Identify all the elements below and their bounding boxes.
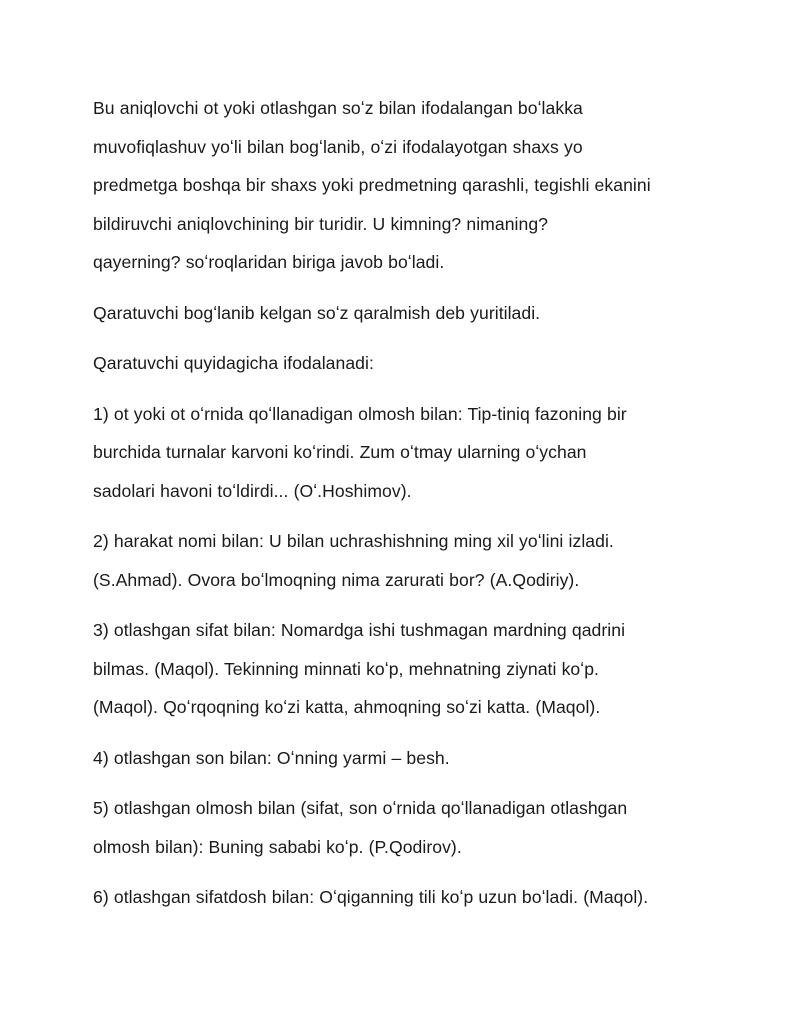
text-line: 1) ot yoki ot oʻrnida qoʻllanadigan olmosh bilan: Tip-tiniq fazoning bir [93, 403, 627, 424]
text-line: bildiruvchi aniqlovchining bir turidir. U kimning? nimaning? [93, 213, 549, 234]
list-item-3 [93, 611, 733, 727]
text-line: 3) otlashgan sifat bilan: Nomardga ishi tushmagan mardning qadrini [93, 620, 626, 640]
text-line: qayerning? soʻroqlaridan biriga javob boʻladi. [93, 252, 445, 272]
text-line: (S.Ahmad). Ovora boʻlmoqning nima zarurati bor? (A.Qodiriy). [93, 569, 580, 590]
paragraph-qaralmish [93, 294, 733, 333]
text-line: sadolari havoni toʻldirdi... (Oʻ.Hoshimov). [93, 480, 412, 501]
list-item-4 [93, 739, 733, 778]
text-line: Qaratuvchi quyidagicha ifodalanadi: [93, 353, 374, 373]
text-line: 5) otlashgan olmosh bilan (sifat, son oʻrnida qoʻllanadigan otlashgan [93, 798, 628, 818]
text-line: (Maqol). Qoʻrqoqning koʻzi katta, ahmoqning soʻzi katta. (Maqol). [93, 697, 601, 717]
paragraph-definition [93, 89, 733, 282]
paragraph-intro-list [93, 344, 733, 383]
text-line: 6) otlashgan sifatdosh bilan: Oʻqiganning tili koʻp uzun boʻladi. (Maqol). [93, 887, 649, 907]
list-item-1 [93, 395, 733, 511]
text-line: bilmas. (Maqol). Tekinning minnati koʻp, mehnatning ziynati koʻp. [93, 658, 599, 679]
list-item-2 [93, 522, 733, 599]
text-line: burchida turnalar karvoni koʻrindi. Zum oʻtmay ularning oʻychan [93, 442, 587, 462]
document-page [93, 89, 733, 929]
list-item-6 [93, 878, 733, 917]
text-line: Qaratuvchi bogʻlanib kelgan soʻz qaralmish deb yuritiladi. [93, 302, 541, 323]
text-line: 2) harakat nomi bilan: U bilan uchrashishning ming xil yoʻlini izladi. [93, 531, 614, 551]
text-line: predmetga boshqa bir shaxs yoki predmetning qarashli, tegishli ekanini [93, 175, 651, 195]
text-line: 4) otlashgan son bilan: Oʻnning yarmi – besh. [93, 747, 450, 768]
text-line: muvofiqlashuv yoʻli bilan bogʻlanib, oʻzi ifodalayotgan shaxs yo [93, 136, 583, 157]
text-line: olmosh bilan): Buning sababi koʻp. (P.Qodirov). [93, 836, 462, 857]
text-line: Bu aniqlovchi ot yoki otlashgan soʻz bilan ifodalangan boʻlakka [93, 98, 583, 118]
list-item-5 [93, 789, 733, 866]
